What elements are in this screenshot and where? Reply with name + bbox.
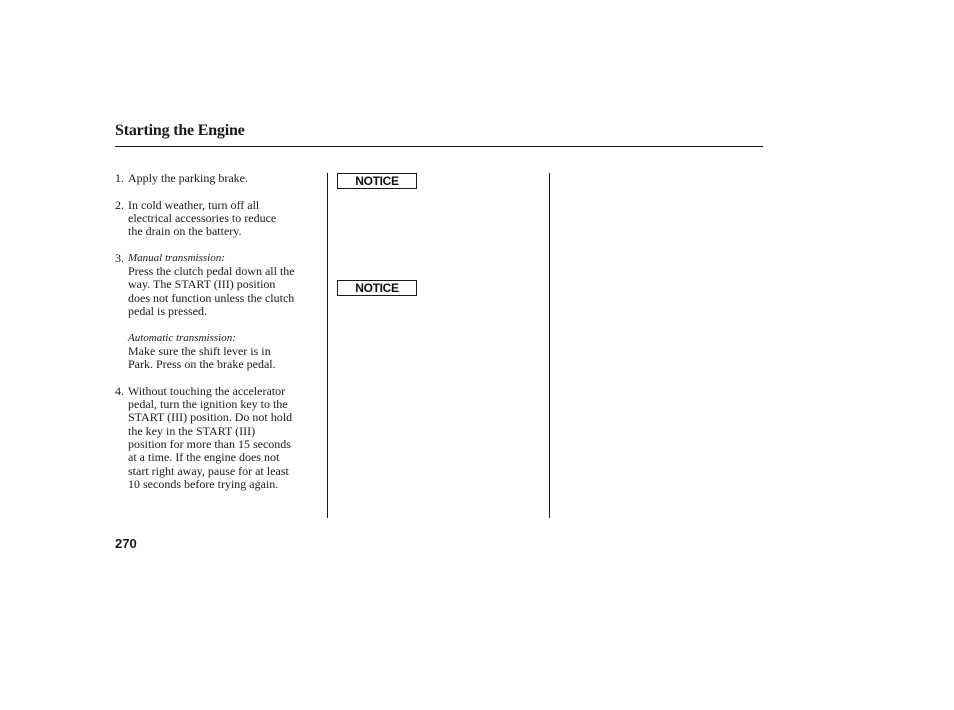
step-line: In cold weather, turn off all bbox=[128, 197, 260, 212]
step-line: start right away, pause for at least bbox=[128, 463, 289, 478]
step-number: 1. bbox=[115, 171, 124, 185]
notice-label-1: NOTICE bbox=[337, 173, 417, 189]
step-line: Press the clutch pedal down all the bbox=[128, 264, 295, 279]
step-line: Without touching the accelerator bbox=[128, 383, 286, 398]
step-line: electrical accessories to reduce bbox=[128, 210, 277, 225]
spacer bbox=[128, 318, 325, 331]
step-line: pedal is pressed. bbox=[128, 303, 207, 318]
notice-label-2: NOTICE bbox=[337, 280, 417, 296]
step-line: the drain on the battery. bbox=[128, 224, 242, 239]
step-line: START (III) position. Do not hold bbox=[128, 410, 293, 425]
step-2 bbox=[115, 199, 325, 239]
manual-transmission-heading: Manual transmission: bbox=[128, 251, 225, 264]
step-number: 4. bbox=[115, 383, 124, 398]
step-line: Park. Press on the brake pedal. bbox=[128, 357, 276, 372]
step-line: the key in the START (III) bbox=[128, 423, 256, 438]
column-divider-left bbox=[327, 173, 328, 518]
step-line: pedal, turn the ignition key to the bbox=[128, 397, 288, 412]
step-line: Make sure the shift lever is in bbox=[128, 343, 271, 358]
step-line: does not function unless the clutch bbox=[128, 290, 295, 305]
step-line: Apply the parking brake. bbox=[128, 171, 248, 185]
step-4 bbox=[115, 385, 325, 491]
step-3 bbox=[115, 252, 325, 372]
step-number: 2. bbox=[115, 197, 124, 212]
automatic-transmission-heading: Automatic transmission: bbox=[128, 331, 236, 344]
page-title: Starting the Engine bbox=[115, 122, 245, 139]
step-line: position for more than 15 seconds bbox=[128, 436, 291, 451]
steps-list bbox=[115, 172, 325, 504]
page-number: 270 bbox=[115, 536, 137, 551]
step-line: way. The START (III) position bbox=[128, 277, 276, 292]
column-divider-right bbox=[549, 173, 550, 518]
step-1 bbox=[115, 172, 325, 185]
step-line: at a time. If the engine does not bbox=[128, 450, 280, 465]
step-number: 3. bbox=[115, 250, 124, 265]
step-line: 10 seconds before trying again. bbox=[128, 476, 279, 491]
title-rule bbox=[115, 146, 763, 147]
